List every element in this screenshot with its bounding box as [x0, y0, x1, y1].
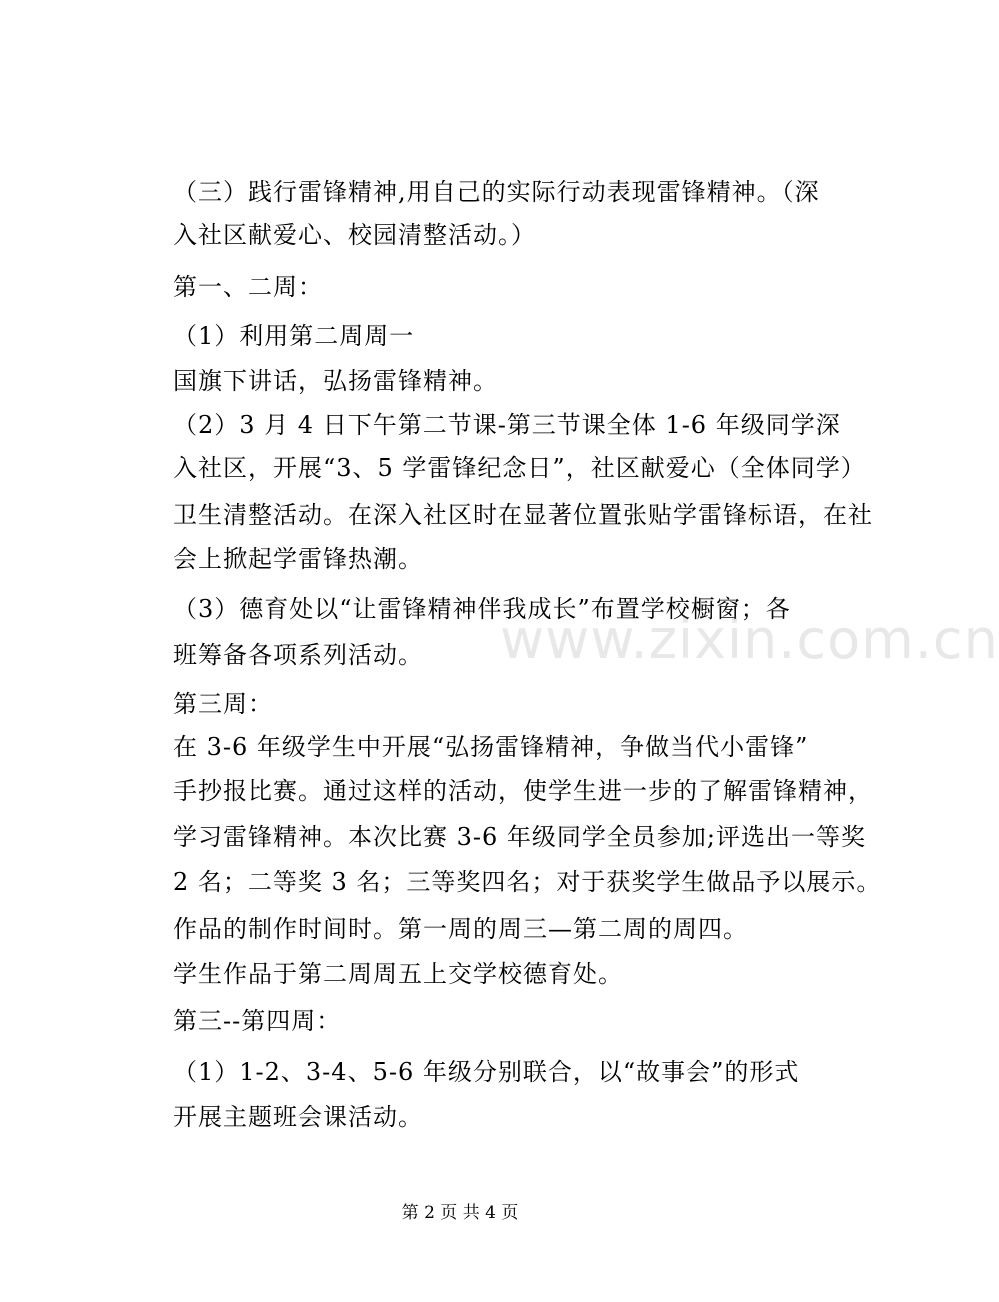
- text-line: 开展主题班会课活动。: [173, 1103, 423, 1131]
- text-line: 会上掀起学雷锋热潮。: [173, 545, 423, 573]
- text-line: （三）践行雷锋精神,用自己的实际行动表现雷锋精神。（深: [173, 178, 820, 206]
- text-line: 学习雷锋精神。本次比赛 3-6 年级同学全员参加;评选出一等奖: [173, 823, 866, 851]
- text-line: 学生作品于第二周周五上交学校德育处。: [173, 960, 623, 988]
- text-line: （1）1-2、3-4、5-6 年级分别联合，以“故事会”的形式: [173, 1058, 800, 1086]
- page-footer: 第 2 页 共 4 页: [401, 1203, 519, 1223]
- text-line: 在 3-6 年级学生中开展“弘扬雷锋精神，争做当代小雷锋”: [173, 733, 809, 761]
- text-line: （3）德育处以“让雷锋精神伴我成长”布置学校橱窗；各: [173, 595, 791, 623]
- text-line: 卫生清整活动。在深入社区时在显著位置张贴学雷锋标语，在社: [173, 501, 873, 529]
- text-line: 入社区，开展“3、5 学雷锋纪念日”，社区献爱心（全体同学）: [173, 454, 866, 482]
- watermark: www.zixin.com.cn: [500, 608, 999, 671]
- text-line: 入社区献爱心、校园清整活动。）: [173, 221, 536, 249]
- section-heading: 第三周：: [173, 690, 273, 718]
- text-line: 班筹备各项系列活动。: [173, 641, 423, 669]
- text-line: （1）利用第二周周一: [173, 322, 415, 350]
- text-line: 作品的制作时间时。第一周的周三—第二周的周四。: [173, 915, 748, 943]
- text-line: 2 名；二等奖 3 名；三等奖四名；对于获奖学生做品予以展示。: [173, 868, 882, 896]
- section-heading: 第三--第四周：: [173, 1007, 342, 1035]
- section-heading: 第一、二周：: [173, 273, 323, 301]
- text-line: （2）3 月 4 日下午第二节课-第三节课全体 1-6 年级同学深: [173, 411, 841, 439]
- text-line: 手抄报比赛。通过这样的活动，使学生进一步的了解雷锋精神，: [173, 777, 873, 805]
- text-line: 国旗下讲话，弘扬雷锋精神。: [173, 367, 498, 395]
